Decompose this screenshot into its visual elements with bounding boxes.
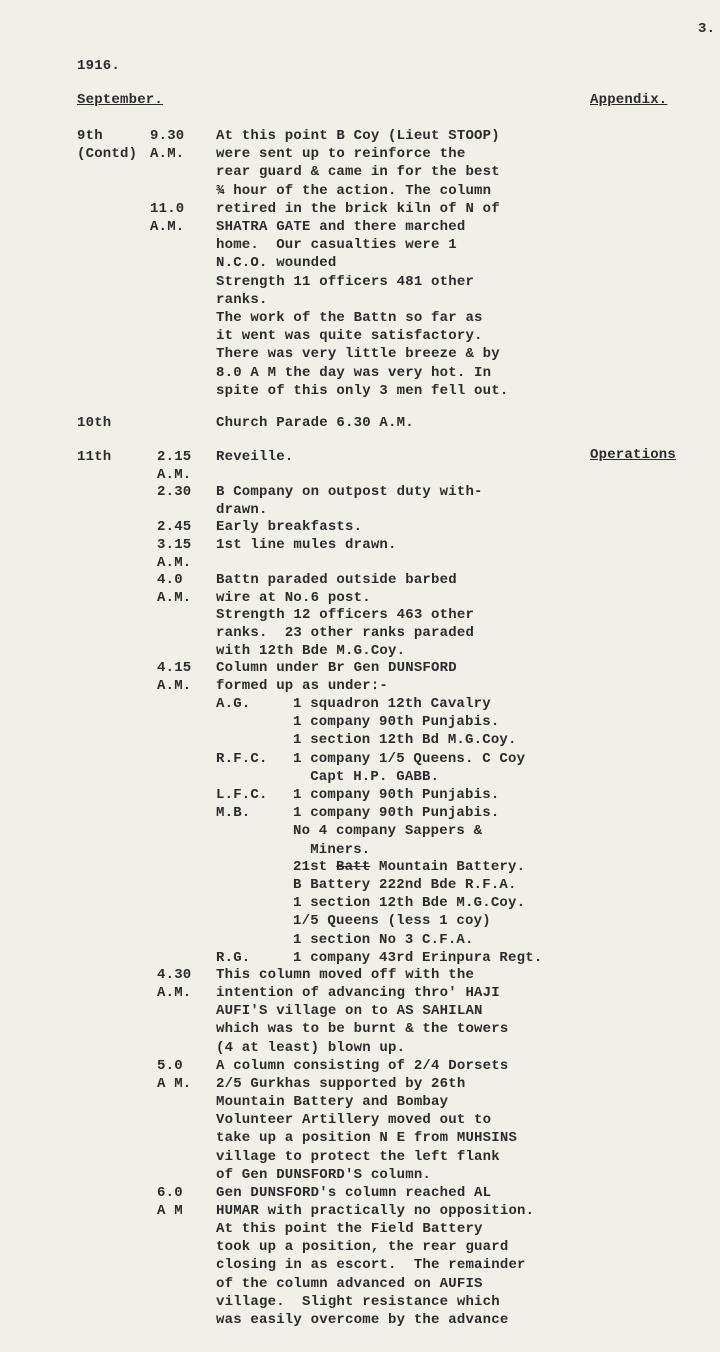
entry-time: 4.30 [157, 967, 192, 983]
entry-text: spite of this only 3 men fell out. [216, 382, 509, 399]
entry-time: 4.0 [157, 572, 183, 589]
unit-text: 1 section 12th Bde M.G.Coy. [293, 895, 526, 912]
entry-text: closing in as escort. The remainder [216, 1257, 526, 1274]
entry-time: A.M. [157, 554, 192, 571]
entry-text: village to protect the left flank [216, 1148, 500, 1165]
entry-text: Strength 12 officers 463 other [216, 607, 475, 624]
entry-text: rear guard & came in for the best [216, 164, 500, 181]
entry-time: 3.15 [157, 537, 192, 553]
entry-time: 2.45 [157, 519, 192, 536]
entry-text: village. Slight resistance which [216, 1293, 500, 1310]
day-11: 11th [77, 449, 112, 465]
entry-text: At this point the Field Battery [216, 1221, 483, 1238]
entry-text: A column consisting of 2/4 Dorsets [216, 1057, 509, 1074]
entry-text: This column moved off with the [216, 967, 475, 983]
entry-time: A M. [157, 1075, 192, 1092]
entry-text: Strength 11 officers 481 other [216, 273, 475, 290]
mountain-suffix: Mountain Battery. [370, 859, 526, 875]
entry-text: (4 at least) blown up. [216, 1039, 406, 1056]
church-parade: Church Parade 6.30 A.M. [216, 415, 414, 431]
entry-time: 11.0 [150, 200, 185, 217]
entry-text: At this point B Coy (Lieut STOOP) [216, 128, 500, 144]
entry-time: A.M. [150, 146, 185, 163]
operations-heading: Operations [590, 447, 677, 463]
entry-text: The work of the Battn so far as [216, 310, 483, 326]
contd-label: (Contd) [77, 146, 138, 162]
entry-text: 2/5 Gurkhas supported by 26th [216, 1075, 466, 1092]
entry-text: of the column advanced on AUFIS [216, 1275, 483, 1292]
unit-label: M.B. [216, 805, 251, 822]
entry-time: A.M. [157, 985, 192, 1002]
entry-text: B Company on outpost duty with- [216, 484, 483, 501]
unit-label: R.F.C. [216, 750, 268, 767]
entry-text: SHATRA GATE and there marched [216, 219, 466, 235]
day-9: 9th [77, 128, 103, 144]
entry-text: Battn paraded outside barbed [216, 572, 457, 589]
page-number: 3. [698, 21, 716, 37]
unit-label: R.G. [216, 949, 251, 966]
appendix-heading: Appendix. [590, 92, 668, 108]
entry-text: home. Our casualties were 1 [216, 237, 457, 254]
entry-text: were sent up to reinforce the [216, 146, 466, 163]
day-10: 10th [77, 415, 112, 431]
entry-text: with 12th Bde M.G.Coy. [216, 642, 406, 659]
entry-time: 6.0 [157, 1184, 183, 1201]
mountain-prefix: 21st [293, 859, 337, 875]
entry-time: A.M. [157, 466, 192, 483]
unit-text: 1 section 12th Bd M.G.Coy. [293, 732, 517, 749]
mountain-battery-line [293, 858, 525, 876]
entry-text: N.C.O. wounded [216, 255, 337, 272]
unit-label: L.F.C. [216, 787, 268, 803]
entry-text: 1st line mules drawn. [216, 537, 397, 553]
entry-text: took up a position, the rear guard [216, 1239, 509, 1256]
entry-text: which was to be burnt & the towers [216, 1021, 509, 1038]
month-heading: September. [77, 92, 164, 108]
entry-time: A M [157, 1202, 183, 1219]
entry-text: ¾ hour of the action. The column [216, 182, 492, 199]
entry-time: 5.0 [157, 1057, 183, 1074]
entry-time: 9.30 [150, 128, 185, 144]
entry-text: AUFI'S village on to AS SAHILAN [216, 1003, 483, 1020]
unit-text: 1 company 43rd Erinpura Regt. [293, 949, 543, 966]
entry-text: retired in the brick kiln of N of [216, 200, 500, 217]
entry-text: drawn. [216, 501, 268, 518]
entry-text: Gen DUNSFORD's column reached AL [216, 1184, 492, 1201]
unit-text: B Battery 222nd Bde R.F.A. [293, 877, 517, 893]
entry-time: A.M. [157, 677, 192, 694]
entry-time: 4.15 [157, 660, 192, 677]
struck-word: Batt [336, 859, 371, 875]
entry-text: HUMAR with practically no opposition. [216, 1202, 535, 1219]
unit-text: 1/5 Queens (less 1 coy) [293, 913, 491, 930]
entry-text: Reveille. [216, 449, 294, 465]
unit-text: 1 company 1/5 Queens. C Coy [293, 750, 526, 767]
unit-text: Capt H.P. GABB. [293, 768, 440, 785]
year-heading: 1916. [77, 58, 121, 74]
entry-text: 8.0 A M the day was very hot. In [216, 364, 492, 381]
unit-text: 1 company 90th Punjabis. [293, 787, 500, 803]
entry-text: ranks. 23 other ranks paraded [216, 625, 475, 641]
entry-time: 2.30 [157, 484, 192, 501]
entry-text: take up a position N E from MUHSINS [216, 1130, 518, 1147]
entry-text: Early breakfasts. [216, 519, 363, 536]
unit-text: 1 section No 3 C.F.A. [293, 931, 474, 948]
entry-text: was easily overcome by the advance [216, 1311, 509, 1328]
entry-text: Column under Br Gen DUNSFORD [216, 660, 457, 677]
unit-label: A.G. [216, 696, 251, 712]
entry-text: ranks. [216, 291, 268, 308]
unit-text: 1 company 90th Punjabis. [293, 805, 500, 822]
unit-text: 1 company 90th Punjabis. [293, 714, 500, 731]
entry-text: of Gen DUNSFORD'S column. [216, 1166, 432, 1183]
entry-text: intention of advancing thro' HAJI [216, 985, 500, 1002]
unit-text: No 4 company Sappers & [293, 823, 483, 840]
entry-time: A.M. [150, 219, 185, 235]
entry-text: it went was quite satisfactory. [216, 328, 483, 345]
entry-text: Volunteer Artillery moved out to [216, 1112, 492, 1129]
entry-text: wire at No.6 post. [216, 589, 371, 606]
unit-text: Miners. [293, 841, 371, 858]
entry-text: formed up as under:- [216, 677, 389, 694]
entry-time: A.M. [157, 589, 192, 606]
entry-text: There was very little breeze & by [216, 346, 500, 363]
entry-time: 2.15 [157, 449, 192, 465]
entry-text: Mountain Battery and Bombay [216, 1094, 449, 1111]
unit-text: 1 squadron 12th Cavalry [293, 696, 491, 712]
